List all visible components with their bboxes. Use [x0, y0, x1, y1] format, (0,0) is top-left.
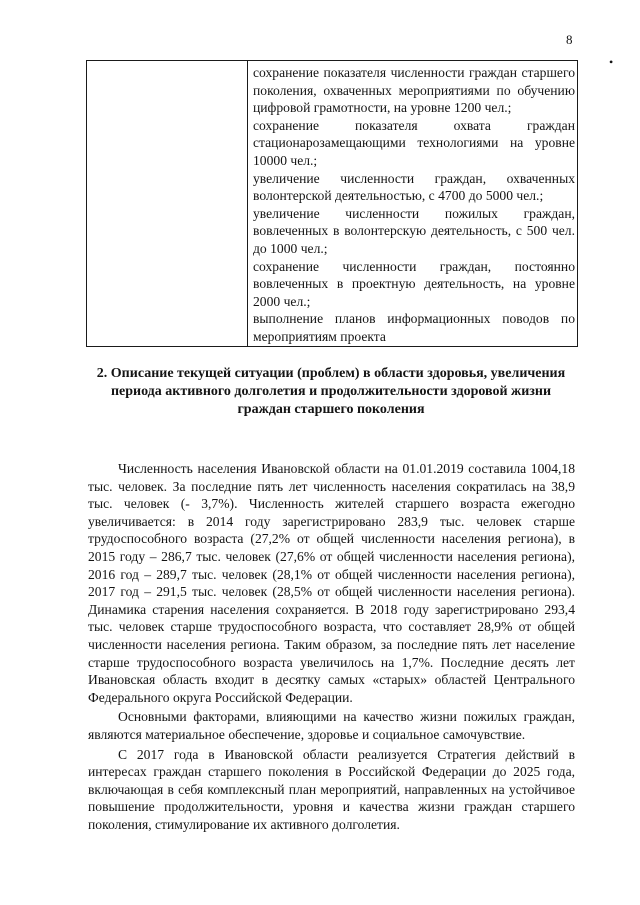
body-text	[88, 460, 575, 835]
table-goals-cell	[248, 61, 578, 347]
margin-mark: •	[609, 55, 614, 69]
paragraph: С 2017 года в Ивановской области реализуется Стратегия действий в интересах граждан старшего поколения в Российской Федерации до 2025 года, включающая в себя комплексный план мероприятий, направленных на устойчивое повышение продолжительности, уровня и качества жизни граждан старшего поколения, стимулирование их активного долголетия.	[88, 746, 575, 832]
goal-item: увеличение численности пожилых граждан, вовлеченных в волонтерскую деятельность, с 500 чел. до 1000 чел.;	[253, 205, 575, 256]
goal-item: сохранение показателя охвата граждан стационарозамещающими технологиями на уровне 10000 чел.;	[253, 117, 575, 168]
table-row	[87, 61, 578, 347]
paragraph: Основными факторами, влияющими на качество жизни пожилых граждан, являются материальное обеспечение, здоровье и социальное самочувствие.	[88, 709, 575, 742]
goals-table	[86, 60, 578, 347]
goal-item: выполнение планов информационных поводов по мероприятиям проекта	[253, 311, 575, 344]
page-number: 8	[566, 32, 573, 47]
goal-item: сохранение показателя численности граждан старшего поколения, охваченных мероприятиями по обучению цифровой грамотности, на уровне 1200 чел.;	[253, 65, 575, 116]
paragraph: Численность населения Ивановской области на 01.01.2019 составила 1004,18 тыс. человек. За последние пять лет численность населения сократилась на 38,9 тыс. человек (- 3,7%). Численность жителей старшего возраста ежегодно увеличивается: в 2014 году зарегистрировано 283,9 тыс. человек старше трудоспособного возраста (27,2% от общей численности населения региона), в 2015 году – 286,7 тыс. человек (27,6% от общей численности населения региона), 2016 год – 289,7 тыс. человек (28,1% от общей численности населения региона), 2017 год – 291,5 тыс. человек (28,5% от общей численности населения региона). Динамика старения населения сохраняется. В 2018 году зарегистрировано 293,4 тыс. человек старше трудоспособного возраста, что составляет 28,9% от общей численности населения региона. Таким образом, за последние пять лет население старше трудоспособного возраста увеличилось на 1,7%. Последние десять лет Ивановская область входит в десятку самых «старых» областей Центрального Федерального округа Российской Федерации.	[88, 461, 575, 705]
goal-item: сохранение численности граждан, постоянно вовлеченных в проектную деятельность, на уровне 2000 чел.;	[253, 258, 575, 309]
goal-item: увеличение численности граждан, охваченных волонтерской деятельностью, с 4700 до 5000 чел.;	[253, 170, 575, 204]
section-heading: 2. Описание текущей ситуации (проблем) в области здоровья, увеличения периода активного долголетия и продолжительности здоровой жизни граждан старшего поколения	[96, 366, 566, 417]
table-empty-cell	[87, 61, 248, 347]
